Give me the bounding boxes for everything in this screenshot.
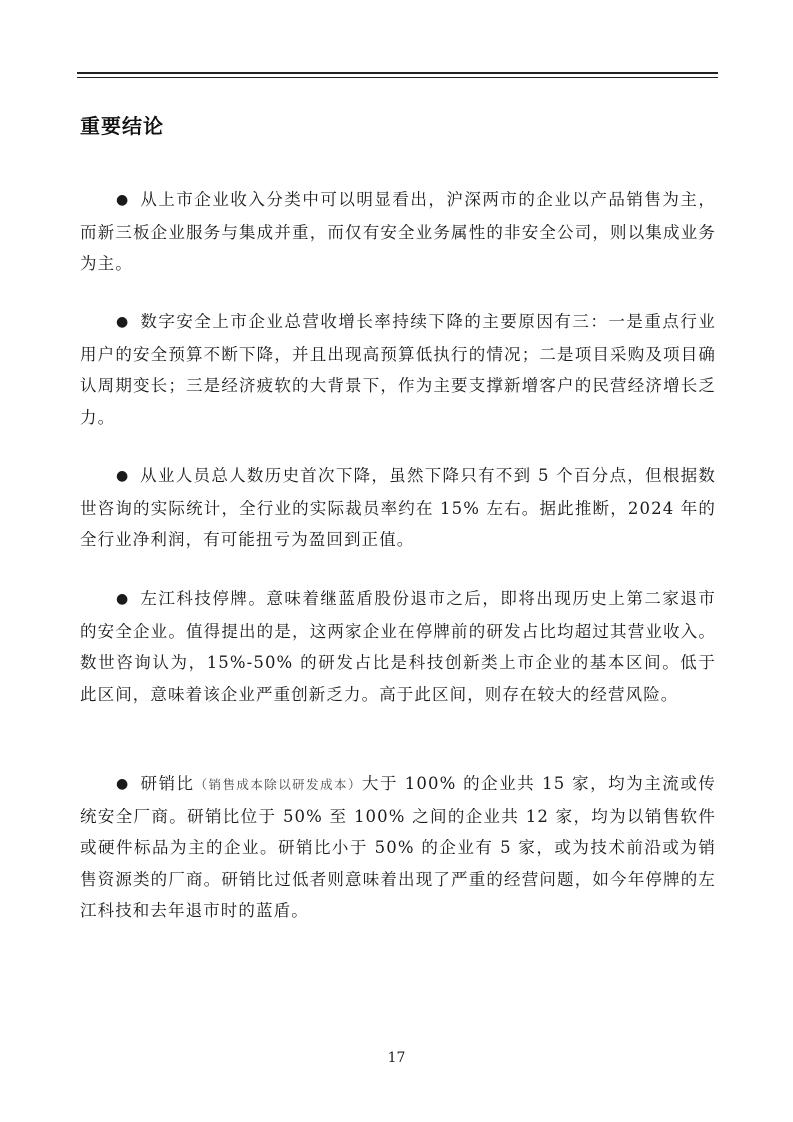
bullet-icon: ● [116,591,130,607]
header-rule-thick [77,72,718,74]
paragraph-text: 大于 100% 的企业共 15 家，均为主流或传统安全厂商。研销比位于 50% 至 100% 之间的企业共 12 家，均为以销售软件或硬件标品为主的企业。研销比小于 50% 的企业有 5 家，或为技术前沿或为销售资源类的厂商。研销比过低者则意味着出现了严重的经营问题，如今年停牌的左江科技和去年退市时的蓝盾。 [80,774,716,920]
bullet-icon: ● [116,192,130,208]
conclusion-paragraph-1 [80,184,716,280]
page-number: 17 [387,1050,406,1066]
bullet-icon: ● [116,776,130,792]
section-heading: 重要结论 [80,114,164,138]
conclusion-paragraph-5 [80,768,716,927]
paragraph-lead: 研销比 [140,774,195,793]
conclusion-paragraph-2 [80,306,716,433]
conclusion-paragraph-4 [80,583,716,710]
paragraph-text: 从业人员总人数历史首次下降，虽然下降只有不到 5 个百分点，但根据数世咨询的实际统计，全行业的实际裁员率约在 15% 左右。据此推断，2024 年的全行业净利润，有可能扭亏为盈回到正值。 [80,466,716,549]
paragraph-text: 数字安全上市企业总营收增长率持续下降的主要原因有三：一是重点行业用户的安全预算不断下降，并且出现高预算低执行的情况；二是项目采购及项目确认周期变长；三是经济疲软的大背景下，作为主要支撑新增客户的民营经济增长乏力。 [80,312,716,427]
paragraph-text: 左江科技停牌。意味着继蓝盾股份退市之后，即将出现历史上第二家退市的安全企业。值得提出的是，这两家企业在停牌前的研发占比均超过其营业收入。数世咨询认为，15%-50% 的研发占比是科技创新类上市企业的基本区间。低于此区间，意味着该企业严重创新乏力。高于此区间，则存在较大的经营风险。 [80,589,716,704]
bullet-icon: ● [116,468,130,484]
header-rule-thin [77,77,718,78]
paragraph-text: 从上市企业收入分类中可以明显看出，沪深两市的企业以产品销售为主，而新三板企业服务与集成并重，而仅有安全业务属性的非安全公司，则以集成业务为主。 [80,190,716,273]
conclusion-paragraph-3 [80,460,716,556]
paragraph-note: （销售成本除以研发成本） [194,777,362,792]
bullet-icon: ● [116,314,130,330]
